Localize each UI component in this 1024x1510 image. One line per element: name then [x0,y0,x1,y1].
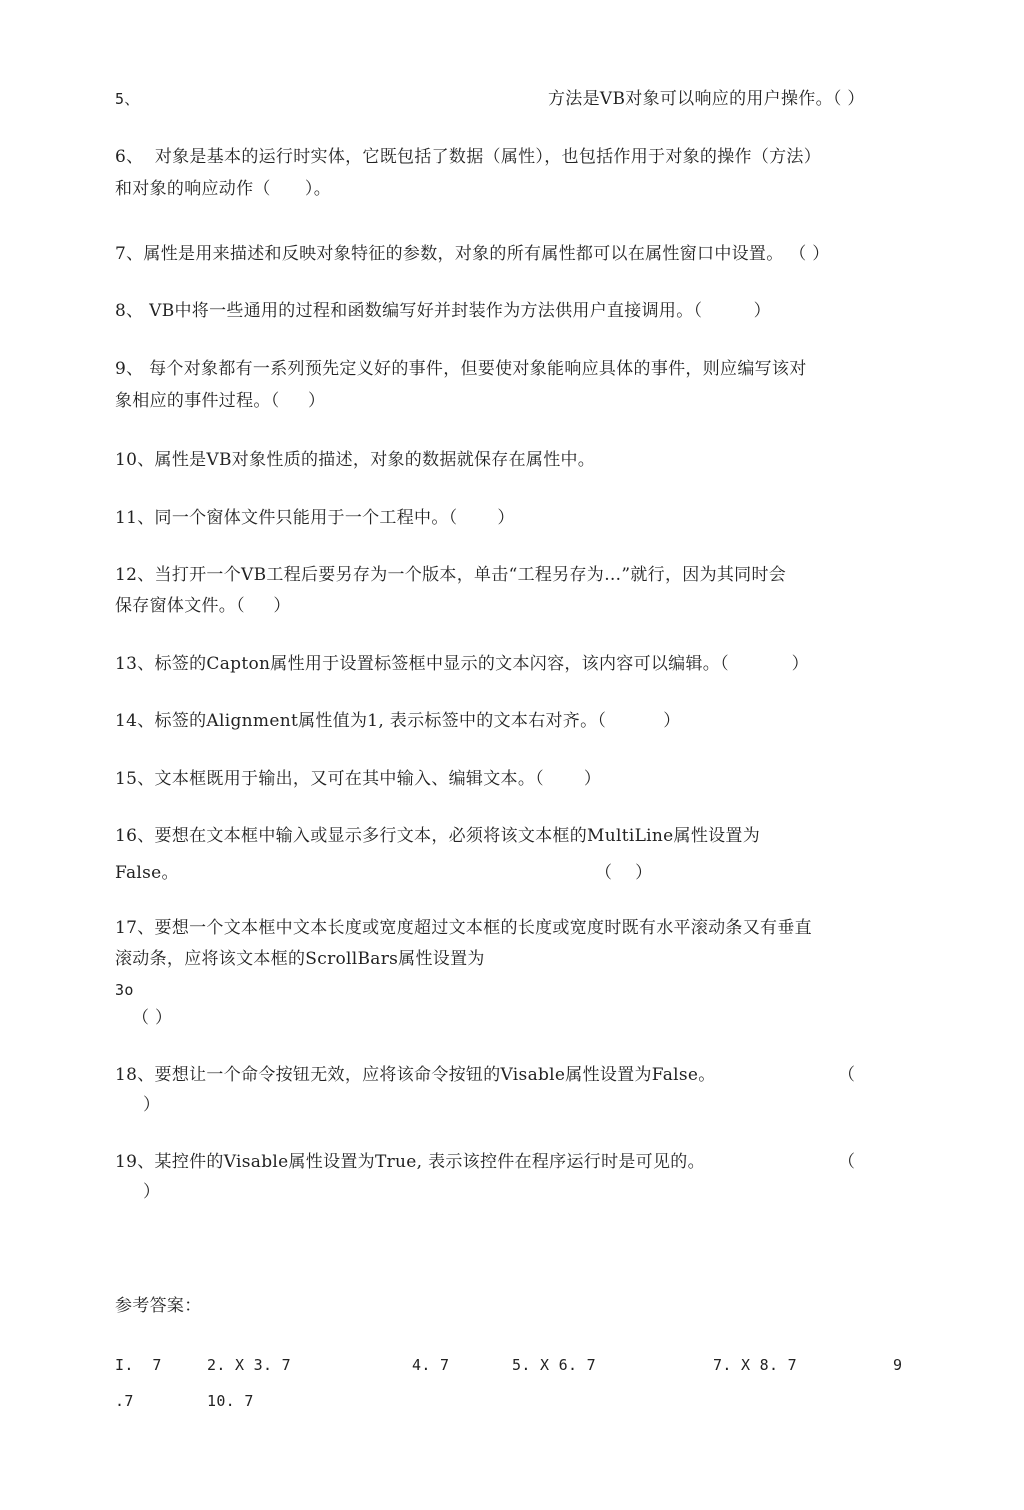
answer-item: .7 [115,1392,134,1410]
question-text-line-2: 和对象的响应动作（ ）。 [115,179,332,199]
question-text: 13、标签的Capton属性用于设置标签框中显示的文本闪容，该内容可以编辑。（ ） [115,654,809,674]
question-number: 5、 [115,90,140,108]
question-text: 11、同一个窗体文件只能用于一个工程中。（ ） [115,508,515,528]
question-text: 14、标签的Alignment属性值为1, 表示标签中的文本右对齐。（ ） [115,711,681,731]
question-text: 18、要想让一个命令按钮无效，应将该命令按钮的Visable属性设置为False。 [115,1065,716,1085]
answer-paren-open: （ [838,1152,856,1172]
question-text: 7、属性是用来描述和反映对象特征的参数，对象的所有属性都可以在属性窗口中设置。 （ ） [115,244,830,264]
answer-item: 2. X 3. 7 [207,1356,291,1374]
question-text-line-1: 6、 对象是基本的运行时实体，它既包括了数据（属性），也包括作用于对象的操作（方法） [115,147,822,167]
question-text: 8、 VB中将一些通用的过程和函数编写好并封装作为方法供用户直接调用。（ ） [115,301,771,321]
answer-paren-open: （ [838,1065,856,1085]
question-text-line-1: 17、要想一个文本框中文本长度或宽度超过文本框的长度或宽度时既有水平滚动条又有垂直 [115,918,812,938]
answer-item: I. 7 [115,1356,162,1374]
answers-heading: 参考答案： [115,1296,202,1316]
answer-paren-close: ） [143,1182,161,1202]
question-text: 10、属性是VB对象性质的描述，对象的数据就保存在属性中。 [115,450,596,470]
question-text-line-2: 保存窗体文件。（ ） [115,596,291,616]
answer-paren-close: ） [143,1095,161,1115]
answer-parentheses: （ ） [595,863,653,883]
answer-item: 5. X 6. 7 [512,1356,596,1374]
question-text-line-1: 9、 每个对象都有一系列预先定义好的事件，但要使对象能响应具体的事件，则应编写该对 [115,359,807,379]
answer-item: 4. 7 [412,1356,450,1374]
question-text: 19、某控件的Visable属性设置为True, 表示该控件在程序运行时是可见的。 [115,1152,705,1172]
question-text-line-2: 象相应的事件过程。（ ） [115,391,326,411]
answer-item: 7. X 8. 7 [713,1356,797,1374]
question-text-line-2: False。 [115,863,179,883]
question-text-line-1: 12、当打开一个VB工程后要另存为一个版本，单击“工程另存为…”就行，因为其同时会 [115,565,787,585]
answer-item: 10. 7 [207,1392,254,1410]
question-text-line-1: 16、要想在文本框中输入或显示多行文本，必须将该文本框的MultiLine属性设置为 [115,826,761,846]
answer-parentheses: （ ） [132,1008,173,1028]
question-text: 15、文本框既用于输出，又可在其中输入、编辑文本。（ ） [115,769,602,789]
question-text: 方法是VB对象可以响应的用户操作。（ ） [548,89,865,109]
question-text-line-2: 滚动条，应将该文本框的ScrollBars属性设置为 [115,949,485,969]
answer-item: 9 [893,1356,903,1374]
question-text-line-3: 3o [115,981,134,999]
